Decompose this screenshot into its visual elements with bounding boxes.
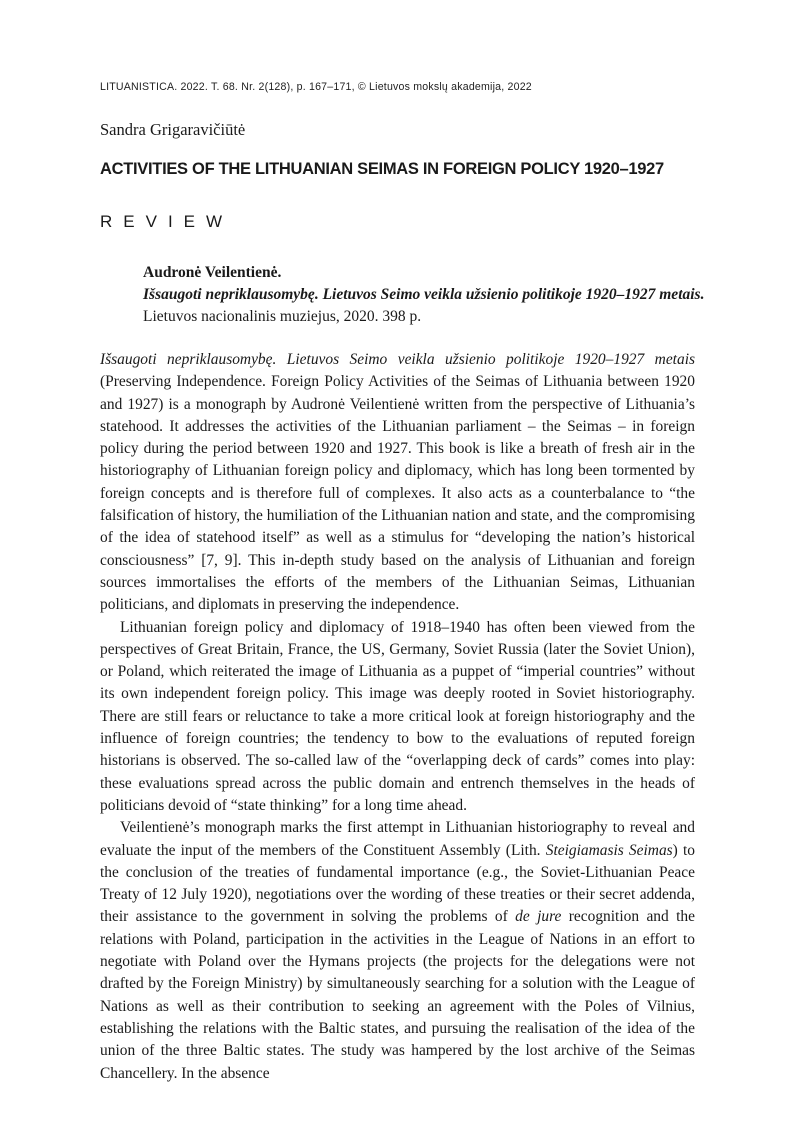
- paragraph-1-text: (Preserving Independence. Foreign Policy Activities of the Seimas of Lithuania between 1920 and 1927) is a monograph by Audronė Veilentienė written from the perspective of Lithuania’s statehood. It addresses the activities of the Lithuanian parliament – the Seimas – in foreign policy during the period between 1920 and 1927. This book is like a breath of fresh air in the historiography of Lithuanian foreign policy and diplomacy, which has long been tormented by foreign concepts and is therefore full of complexes. It also acts as a counterbalance to “the falsification of history, the humiliation of the Lithuanian nation and state, and the compromising of the idea of statehood itself” as well as a stimulus for “developing the nation’s historical consciousness” [7, 9]. This in-depth study based on the analysis of Lithuanian and foreign sources immortalises the efforts of the members of the Lithuanian Seimas, Lithuanian politicians, and diplomats in preserving the independence.: [100, 373, 695, 614]
- article-title: ACTIVITIES OF THE LITHUANIAN SEIMAS IN FOREIGN POLICY 1920–1927: [100, 160, 664, 178]
- body-paragraph-2: [100, 617, 695, 818]
- body-paragraph-3: [100, 817, 695, 1085]
- paragraph-2-text: Lithuanian foreign policy and diplomacy of 1918–1940 has often been viewed from the perspectives of Great Britain, France, the US, Germany, Soviet Russia (later the Soviet Union), or Poland, which reiterated the image of Lithuania as a puppet of “imperial countries” without its own independent foreign policy. This image was deeply rooted in Soviet historiography. There are still fears or reluctance to take a more critical look at foreign historiography and the influence of foreign countries; the tendency to bow to the evaluations of reputed foreign historians is observed. The so-called law of the “overlapping deck of cards” comes into play: these evaluations spread across the public domain and entrench themselves in the heads of politicians devoid of “state thinking” for a long time ahead.: [100, 618, 695, 814]
- reviewed-book-title: Išsaugoti nepriklausomybę. Lietuvos Seimo veikla užsienio politikoje 1920–1927 metais.: [143, 286, 705, 303]
- reviewed-book-publisher: Lietuvos nacionalinis muziejus, 2020. 398 p.: [143, 308, 422, 325]
- paragraph-3-text-b: ) to the conclusion of the treaties of fundamental importance (e.g., the Soviet-Lithuanian Peace Treaty of 12 July 1920), negotiations over the wording of these treaties or their secret addenda, their assistance to the government in solving the problems of: [100, 841, 695, 926]
- review-author: Sandra Grigaravičiūtė: [100, 120, 246, 139]
- book-title-italic: Išsaugoti nepriklausomybę. Lietuvos Seimo veikla užsienio politikoje 1920–1927 metais: [100, 351, 695, 368]
- reviewed-book-reference: [143, 262, 723, 328]
- body-paragraph-1: [100, 349, 695, 617]
- reviewed-book-author: Audronė Veilentienė.: [143, 264, 282, 281]
- section-label-review: REVIEW: [100, 212, 234, 231]
- review-body: [100, 349, 695, 1085]
- journal-citation-header: LITUANISTICA. 2022. T. 68. Nr. 2(128), p. 167–171, © Lietuvos mokslų akademija, 2022: [100, 81, 532, 93]
- de-jure-term: de jure: [515, 908, 562, 926]
- paragraph-3-text-a: Veilentienė’s monograph marks the first attempt in Lithuanian historiography to reveal and evaluate the input of the members of the Constituent Assembly (Lith.: [100, 819, 695, 859]
- paragraph-3-text-c: recognition and the relations with Poland, participation in the activities in the League of Nations in an effort to negotiate with Poland over the Hymans projects (the projects for the delegations were not drafted by the Foreign Ministry) by simultaneously searching for a solution with the League of Nations as well as their contribution to seeking an agreement with the Poles of Vilnius, establishing the relations with the Baltic states, and pursuing the realisation of the idea of the union of the three Baltic states. The study was hampered by the lost archive of the Seimas Chancellery. In the absence: [100, 908, 695, 1082]
- constituent-assembly-term: Steigiamasis Seimas: [545, 841, 673, 859]
